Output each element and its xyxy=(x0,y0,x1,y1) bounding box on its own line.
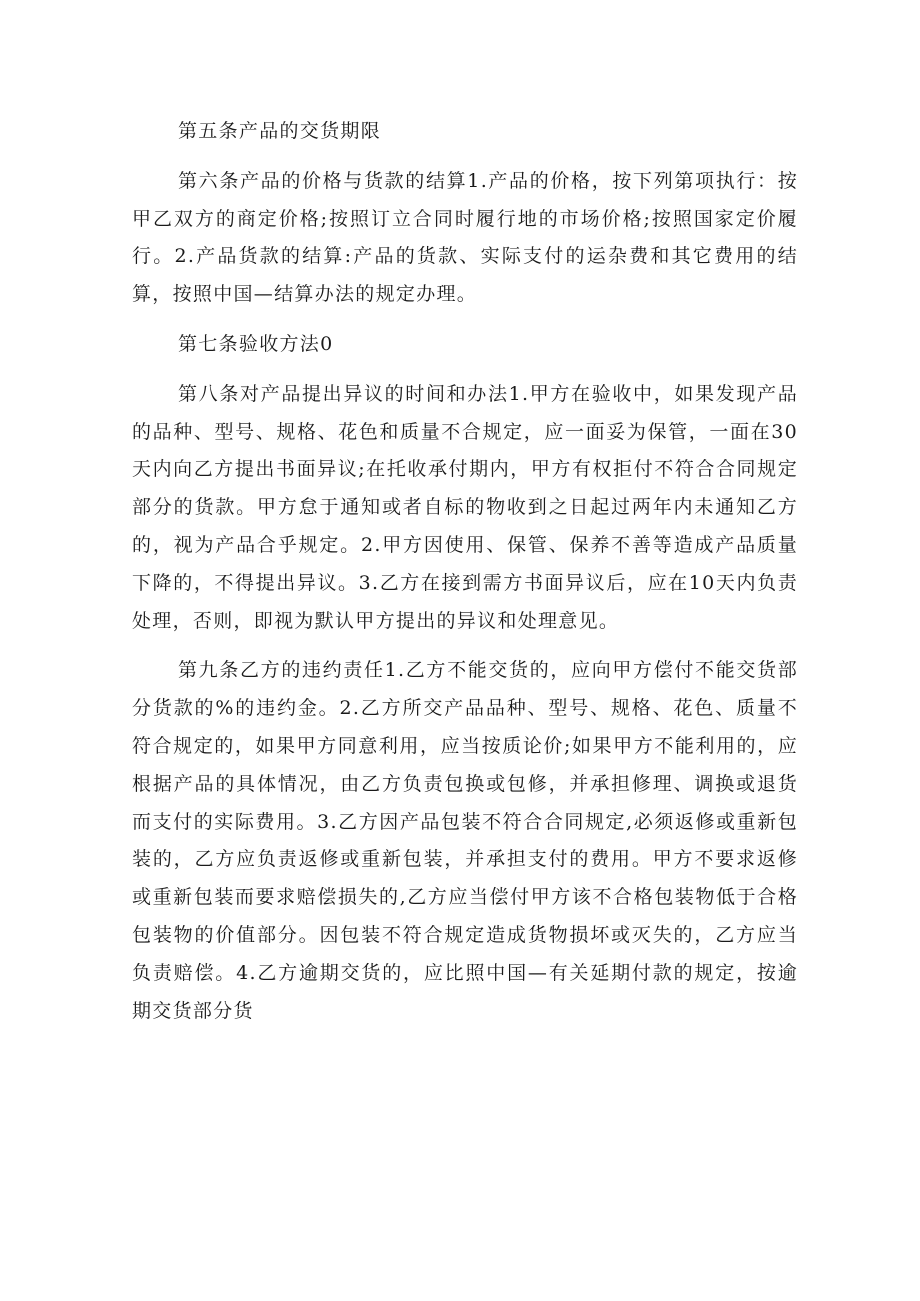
document-body xyxy=(132,113,798,1042)
paragraph-article-7: 第七条验收方法0 xyxy=(178,332,334,355)
paragraph-article-8: 第八条对产品提出异议的时间和办法1.甲方在验收中，如果发现产品的品种、型号、规格、花色和质量不合规定，应一面妥为保管，一面在30天内向乙方提出书面异议;在托收承付期内，甲方有权拒付不符合合同规定部分的货款。甲方怠于通知或者自标的物收到之日起过两年内未通知乙方的，视为产品合乎规定。2.甲方因使用、保管、保养不善等造成产品质量下降的，不得提出异议。3.乙方在接到需方书面异议后，应在10天内负责处理，否则，即视为默认甲方提出的异议和处理意见。 xyxy=(132,382,798,632)
paragraph-article-5: 第五条产品的交货期限 xyxy=(178,120,382,142)
paragraph-article-9: 第九条乙方的违约责任1.乙方不能交货的，应向甲方偿付不能交货部分货款的%的违约金。2.乙方所交产品品种、型号、规格、花色、质量不符合规定的，如果甲方同意利用，应当按质论价;如果甲方不能利用的，应根据产品的具体情况，由乙方负责包换或包修，并承担修理、调换或退货而支付的实际费用。3.乙方因产品包装不符合合同规定,必须返修或重新包装的，乙方应负责返修或重新包装，并承担支付的费用。甲方不要求返修或重新包装而要求赔偿损失的,乙方应当偿付甲方该不合格包装物低于合格包装物的价值部分。因包装不符合规定造成货物损坏或灭失的，乙方应当负责赔偿。4.乙方逾期交货的，应比照中国—有关延期付款的规定，按逾期交货部分货 xyxy=(132,659,798,1022)
paragraph-article-6: 第六条产品的价格与货款的结算1.产品的价格，按下列第项执行：按甲乙双方的商定价格;按照订立合同时履行地的市场价格;按照国家定价履行。2.产品货款的结算:产品的货款、实际支付的运杂费和其它费用的结算，按照中国—结算办法的规定办理。 xyxy=(132,169,798,306)
